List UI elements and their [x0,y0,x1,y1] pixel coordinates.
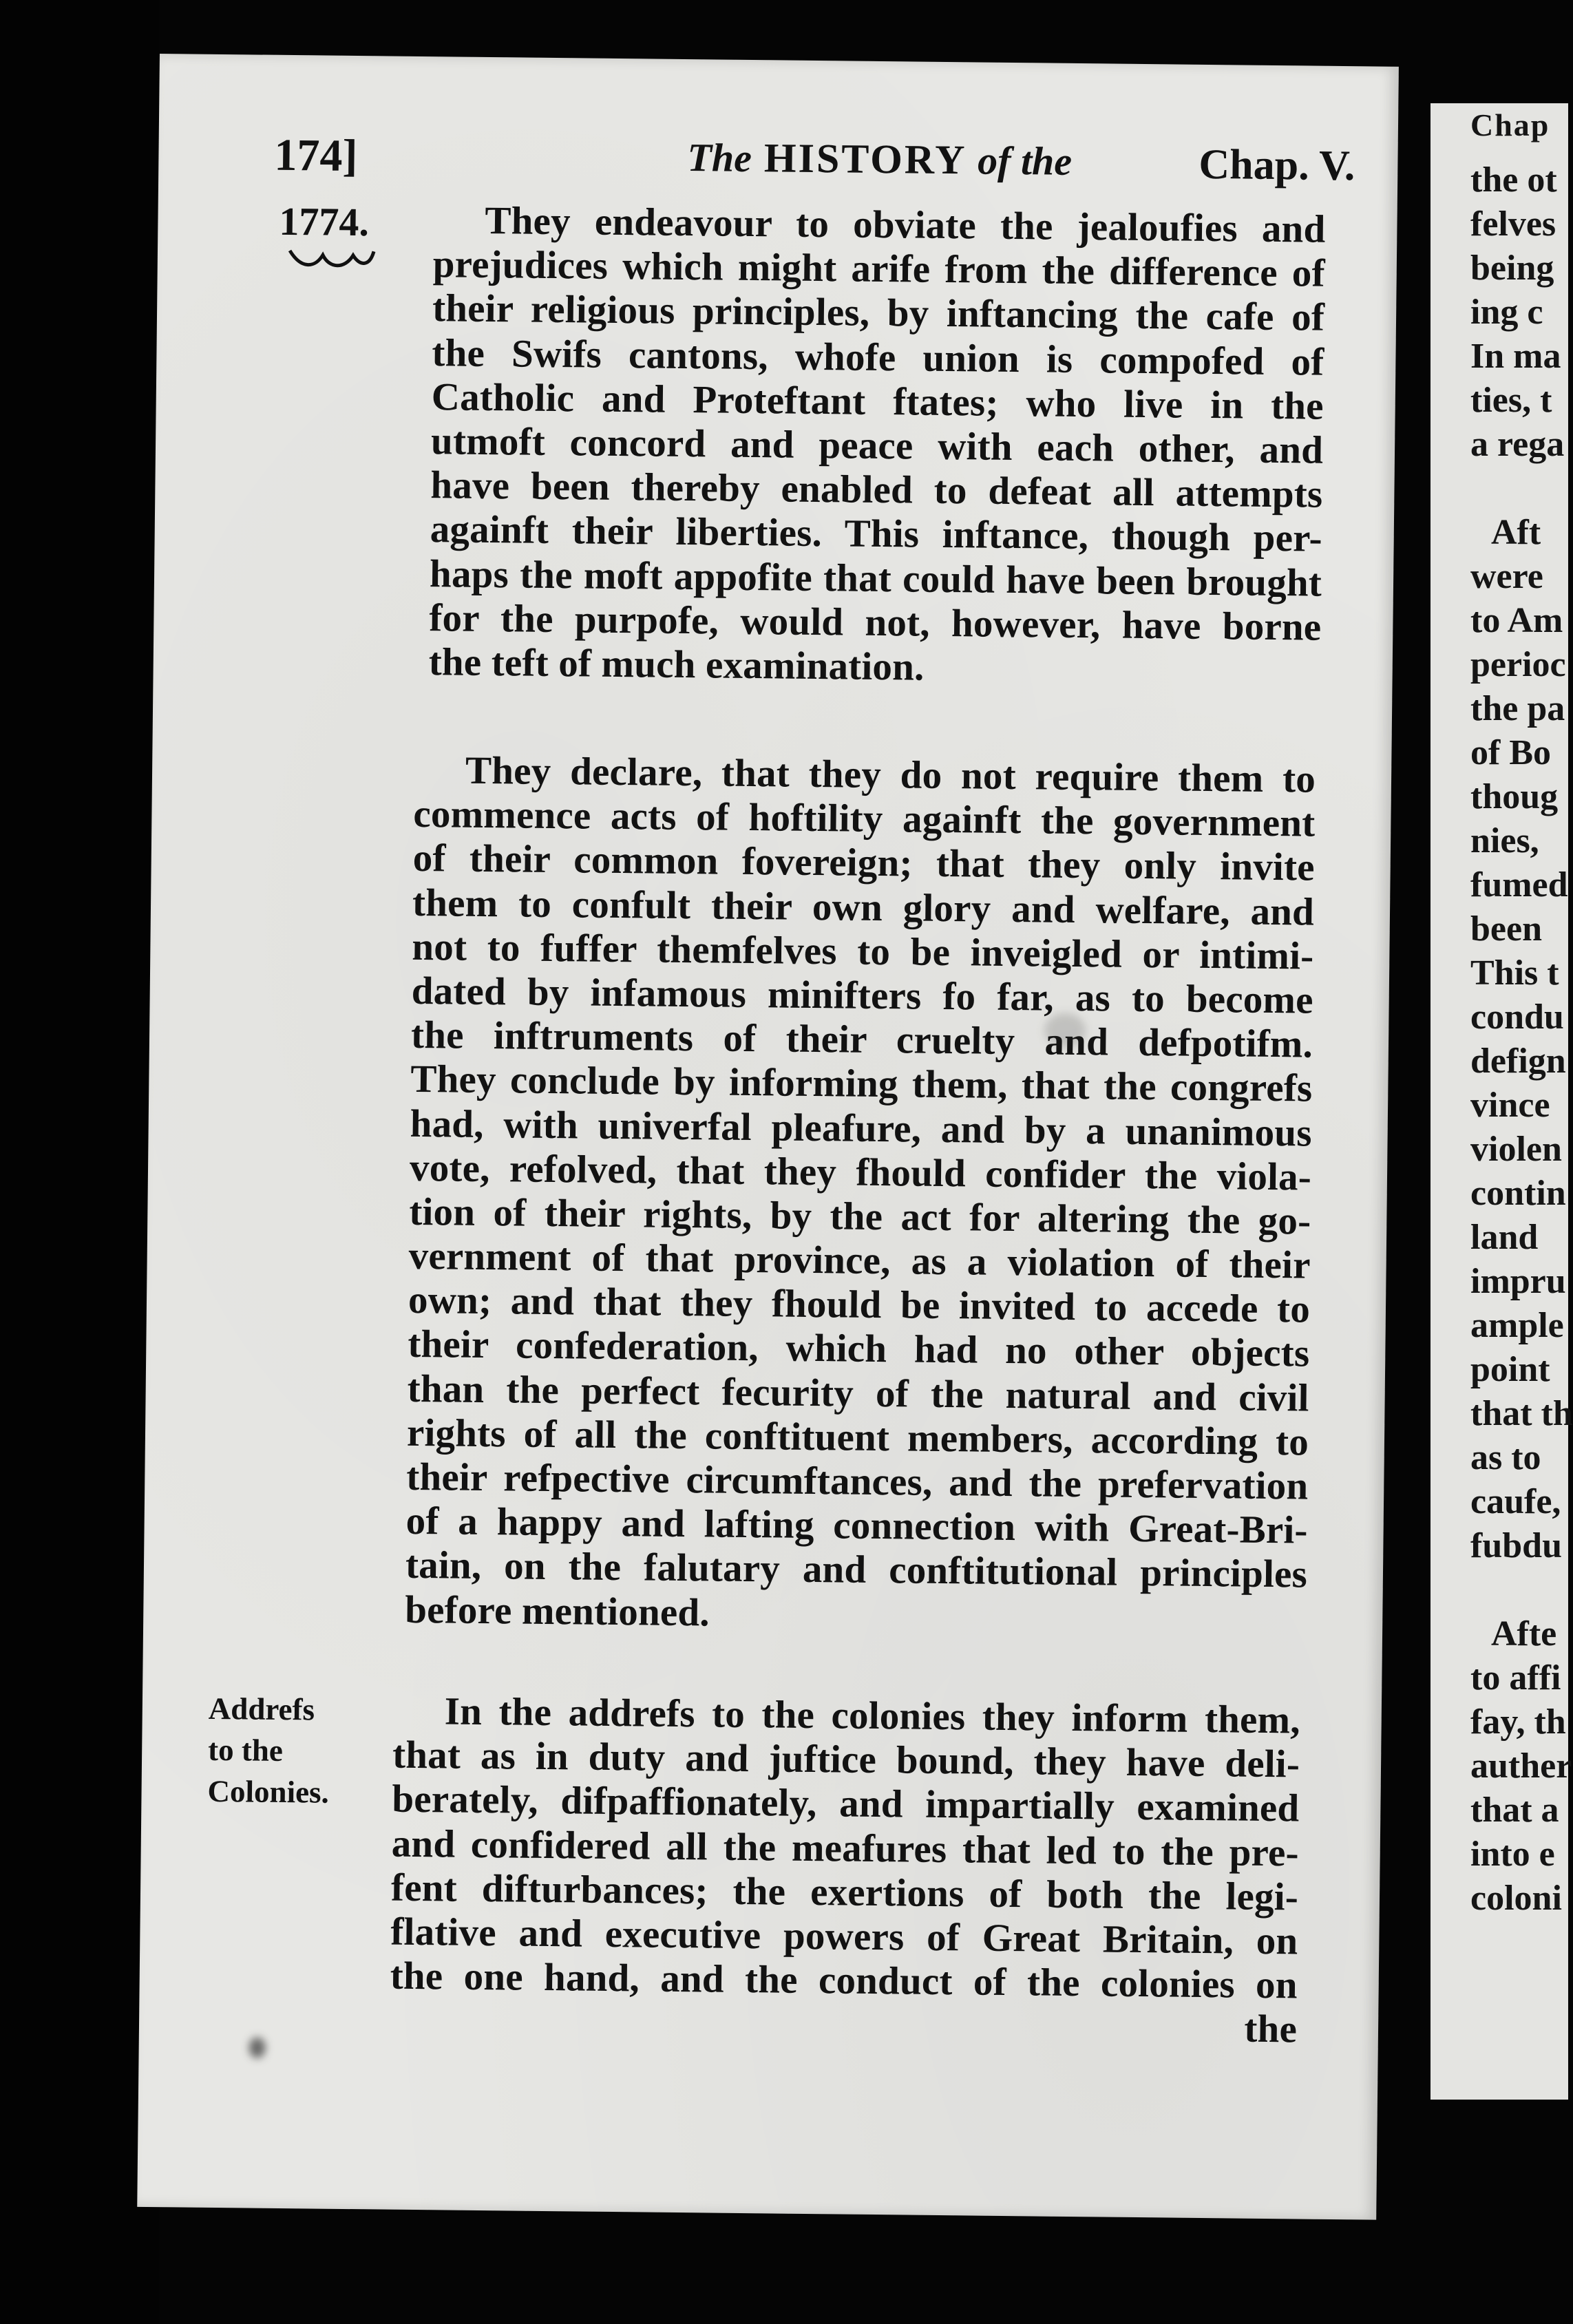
text-line: the Swifs cantons, whofe union is compofed of [432,330,1324,384]
facing-text-line: felves [1470,204,1556,244]
text-line: They conclude by informing them, that the congrefs [410,1057,1313,1110]
paragraph-gap [1431,1568,1568,1612]
text-line: their confederation, which had no other objects [408,1322,1310,1376]
text-line: their religious principles, by inftancing the cafe of [432,286,1325,340]
text-line: commence acts of hoftility againft the government [413,792,1316,845]
text-line: of their common fovereign; that they only invite [412,836,1316,890]
facing-text-line: been [1470,909,1542,949]
facing-text-line: condu [1470,997,1564,1037]
facing-text-line: caufe, [1470,1482,1561,1521]
facing-text-line: fubdu [1470,1526,1562,1565]
text-line: before mentioned. [405,1587,710,1635]
facing-text-line: a rega [1470,425,1565,464]
side-note [207,1688,367,1813]
facing-text-line: This t [1470,953,1559,993]
book-page [137,54,1399,2220]
paragraph-3 [390,1689,1300,2052]
text-line: of a happy and lafting connection with Great-Bri- [405,1499,1308,1552]
text-line: utmoft concord and peace with each other, and [430,419,1324,472]
side-note-line: Addrefs [208,1691,315,1727]
text-line: not to fuffer themfelves to be inveigled or intimi- [412,925,1314,978]
side-note-line: to the [207,1732,284,1768]
text-line: than the perfect fecurity of the natural and civil [407,1366,1309,1420]
text-line: berately, difpaffionately, and impartially examined [392,1777,1300,1830]
paragraph-2 [405,748,1316,1641]
text-line: their refpective circumftances, and the prefervation [406,1455,1309,1508]
text-line: tion of their rights, by the act for altering the go- [409,1190,1311,1243]
facing-text-line: defign [1470,1042,1566,1081]
facing-text-line: nies, [1470,821,1539,860]
text-line: vote, refolved, that they fhould confider the viola- [409,1145,1312,1199]
running-title [687,134,1072,185]
facing-text-line: point [1470,1350,1550,1389]
text-line: own; and that they fhould be invited to accede to [408,1278,1311,1331]
page-number: 174] [274,129,358,182]
paragraph-gap [1431,467,1568,511]
paragraph-1 [428,198,1325,694]
text-line: dated by infamous minifters fo far, as to become [411,969,1314,1022]
facing-text-line: fumed [1470,865,1568,905]
text-line: flative and executive powers of Great Britain, on [390,1910,1298,1963]
ink-smudge [1044,1013,1086,1048]
swash-ornament [287,245,377,269]
text-line: prejudices which might arife from the difference of [432,242,1326,295]
facing-text-line: Aft [1491,513,1541,552]
text-line: had, with univerfal pleafure, and by a unanimous [410,1101,1313,1155]
facing-text-line: coloni [1470,1879,1562,1918]
text-line: They declare, that they do not require them to [465,748,1316,801]
running-header [274,129,1355,202]
text-line: have been thereby enabled to defeat all attempts [430,463,1323,516]
text-line: They endeavour to obviate the jealoufies and [485,198,1326,251]
text-line: rights of all the conftituent members, according to [406,1411,1309,1464]
facing-text-line: of Bo [1470,733,1551,772]
text-line: them to confult their own glory and welfare, and [412,880,1315,934]
facing-text-line: In ma [1470,337,1561,376]
text-line: Catholic and Proteftant ftates; who live in the [431,374,1324,428]
side-note-line: Colonies. [207,1773,330,1810]
facing-text-line: impru [1470,1262,1566,1301]
facing-text-line: land [1470,1218,1539,1257]
text-line: vernment of that province, as a violation of their [408,1234,1311,1287]
text-line: fent difturbances; the exertions of both the legi- [390,1866,1299,1919]
facing-text-line: ample [1470,1306,1564,1345]
facing-text-line: as to [1470,1438,1541,1477]
facing-text-line: perioc [1470,645,1566,684]
text-line: the one hand, and the conduct of the colonies on [390,1954,1298,2007]
text-line: the teft of much examination. [428,640,925,689]
microfilm-border [0,0,160,2324]
text-line: and confidered all the meafures that led to the pre- [391,1821,1300,1875]
text-line: that as in duty and juftice bound, they have deli- [392,1733,1300,1786]
facing-text-line: to Am [1470,601,1563,640]
facing-page-fragment [1431,103,1573,2100]
facing-text-line: contin [1470,1174,1566,1213]
title-prefix: The [687,135,752,181]
margin-year: 1774. [279,198,370,245]
text-line: againft their liberties. This inftance, though per- [430,507,1323,561]
facing-text-line: that th [1470,1394,1573,1433]
facing-text-line: the pa [1470,689,1565,728]
title-main: HISTORY [763,135,966,183]
facing-text-line: were [1470,557,1543,596]
facing-text-line: violen [1470,1130,1562,1169]
facing-text-line: ing c [1470,293,1543,332]
facing-text-line: auther [1470,1746,1572,1786]
facing-text-line: being [1470,249,1554,288]
facing-text-line: ties, t [1470,381,1552,420]
facing-text-line: fay, th [1470,1702,1566,1742]
title-suffix: of the [977,138,1073,184]
facing-text-line: the ot [1470,160,1557,200]
chapter-heading: Chap. V. [1199,140,1355,190]
facing-text-line: to affi [1470,1658,1561,1698]
text-line: for the purpofe, would not, however, have borne [429,595,1322,649]
facing-text-line: into e [1470,1835,1555,1874]
text-line: In the addrefs to the colonies they inform them, [444,1689,1301,1742]
facing-text-line: Afte [1491,1614,1557,1654]
facing-page-header: Chap [1470,107,1550,142]
text-line: the inftruments of their cruelty and defpotifm. [410,1013,1313,1066]
catchword: the [1244,2007,1298,2051]
facing-text-line: that a [1470,1790,1559,1830]
facing-text-line: vince [1470,1086,1550,1125]
text-line: haps the moft appofite that could have been brought [429,551,1322,605]
text-line: tain, on the falutary and conftitutional principles [405,1543,1308,1596]
facing-text-line: thoug [1470,777,1559,816]
ink-spot [249,2038,266,2058]
